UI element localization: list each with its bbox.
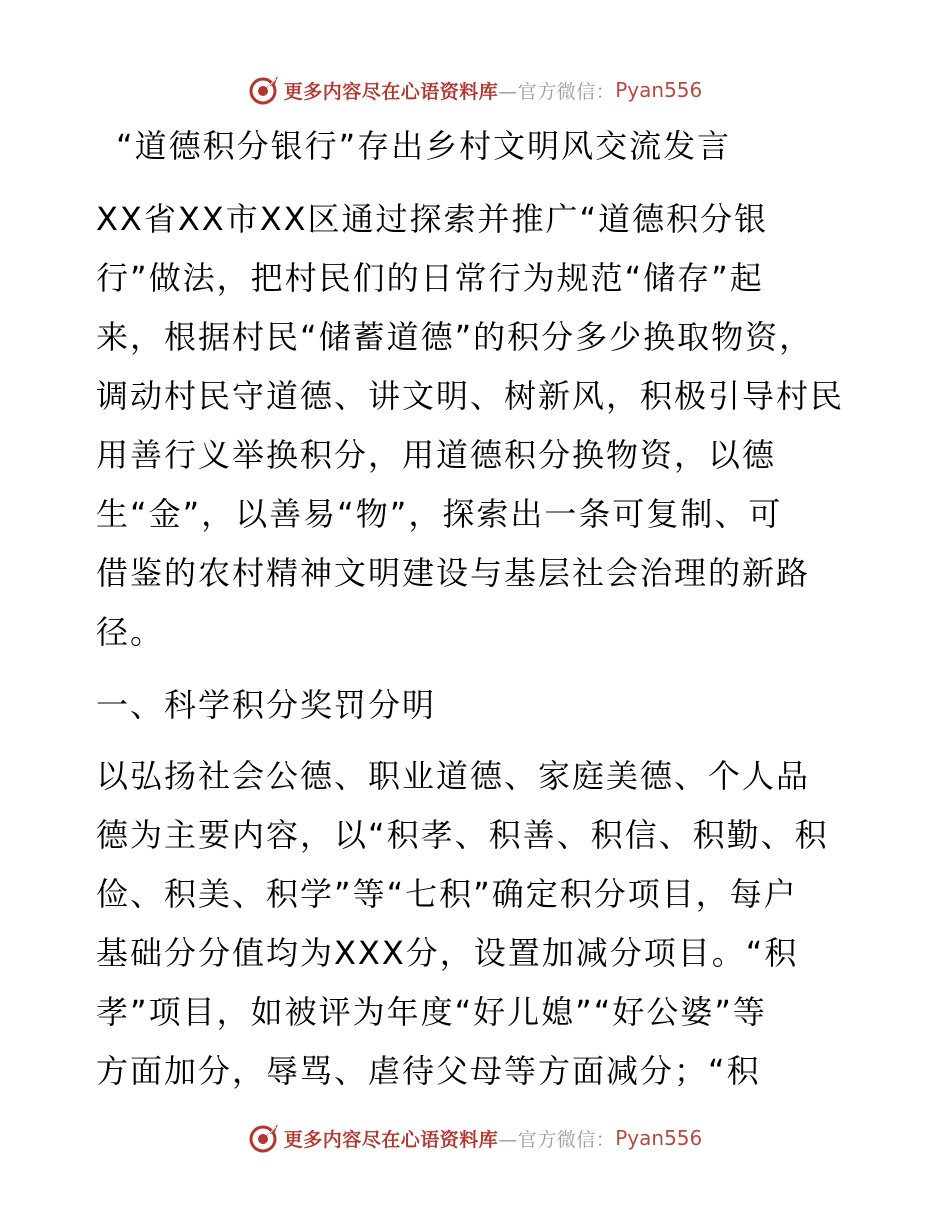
watermark-label-text: —官方微信： xyxy=(498,80,616,103)
section-heading xyxy=(96,676,856,735)
text-line: 生“金”，以善易“物”，探索出一条可复制、可 xyxy=(96,495,783,533)
intro-paragraph xyxy=(96,190,856,662)
text-line: 基础分分值均为XXX分，设置加减分项目。“积 xyxy=(96,934,799,972)
text-line: XX省XX市XX区通过探索并推广“道德积分银 xyxy=(96,200,769,238)
text-line: 俭、积美、积学”等“七积”确定积分项目，每户 xyxy=(96,875,798,913)
watermark-brand-text: 更多内容尽在心语资料库 xyxy=(283,1128,499,1151)
section-heading-text: 一、科学积分奖罚分明 xyxy=(96,686,437,724)
watermark-wechat-id: Pyan556 xyxy=(615,1126,703,1150)
document-title: “道德积分银行”存出乡村文明风交流发言 xyxy=(116,127,732,165)
logo-icon xyxy=(248,74,280,106)
text-line: 德为主要内容，以“积孝、积善、积信、积勤、积 xyxy=(96,816,829,854)
text-line: 来，根据村民“储蓄道德”的积分多少换取物资， xyxy=(96,318,814,356)
watermark-wechat-id: Pyan556 xyxy=(615,78,703,102)
text-line: 借鉴的农村精神文明建设与基层社会治理的新路 xyxy=(96,554,811,592)
text-line: 方面加分，辱骂、虐待父母等方面减分；“积 xyxy=(96,1052,761,1090)
text-line: 行”做法，把村民们的日常行为规范“储存”起 xyxy=(96,259,764,297)
watermark-brand-text: 更多内容尽在心语资料库 xyxy=(283,80,499,103)
text-line: 用善行义举换积分，用道德积分换物资，以德 xyxy=(96,436,777,474)
watermark-label-text: —官方微信： xyxy=(498,1128,616,1151)
text-line: 孝”项目，如被评为年度“好儿媳”“好公婆”等 xyxy=(96,993,767,1031)
footer-watermark xyxy=(0,1118,950,1158)
section-paragraph xyxy=(96,747,856,1101)
text-line: 以弘扬社会公德、职业道德、家庭美德、个人品 xyxy=(96,757,811,795)
header-watermark xyxy=(0,70,950,110)
text-line: 径。 xyxy=(96,613,165,651)
text-line: 调动村民守道德、讲文明、树新风，积极引导村民 xyxy=(96,377,845,415)
logo-icon xyxy=(248,1122,280,1154)
